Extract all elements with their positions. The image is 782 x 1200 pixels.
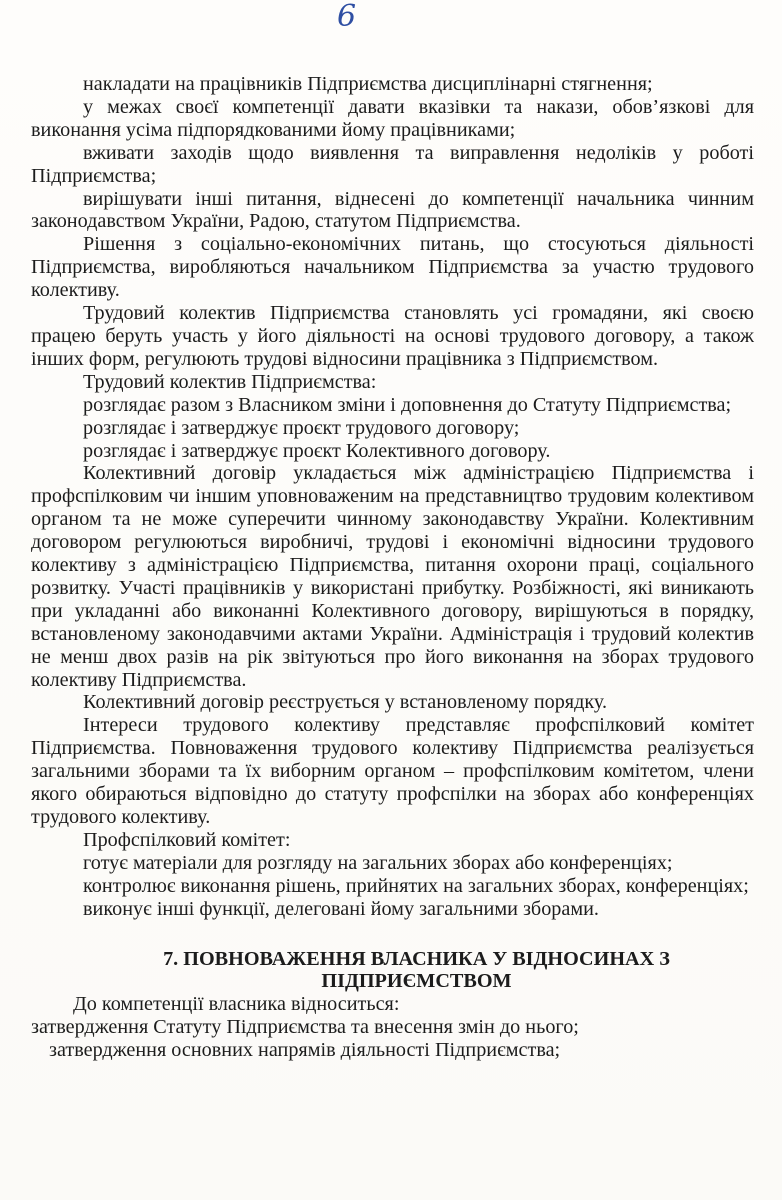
paragraph: вирішувати інші питання, віднесені до компетенції начальника чинним законодавством України, Радою, статутом Підприємства.	[31, 187, 754, 233]
paragraph: Інтереси трудового колективу представляє профспілковий комітет Підприємства. Повноваження трудового колективу Підприємства реалізується загальними зборами та їх виборним органом – профспілковим комітетом, члени якого обираються відповідно до статуту профспілки на зборах або конференціях трудового колективу.	[31, 714, 754, 828]
paragraph: у межах своєї компетенції давати вказівки та накази, обов’язкові для виконання усіма підпорядкованими йому працівниками;	[31, 95, 754, 141]
paragraph: розглядає разом з Власником зміни і доповнення до Статуту Підприємства;	[83, 393, 732, 416]
document-body	[31, 73, 754, 1062]
paragraph: затвердження основних напрямів діяльності Підприємства;	[49, 1039, 561, 1062]
paragraph: Рішення з соціально-економічних питань, що стосуються діяльності Підприємства, виробляються начальником Підприємства за участю трудового колективу.	[31, 233, 754, 302]
paragraph: розглядає і затверджує проєкт трудового договору;	[83, 416, 520, 439]
section-heading-line: 7. ПОВНОВАЖЕННЯ ВЛАСНИКА У ВІДНОСИНАХ З	[163, 947, 670, 970]
paragraph: вживати заходів щодо виявлення та виправлення недоліків у роботі Підприємства;	[31, 141, 754, 187]
paragraph: Профспілковий комітет:	[83, 828, 291, 851]
paragraph: Колективний договір реєструється у встановленому порядку.	[83, 691, 608, 714]
paragraph: виконує інші функції, делеговані йому загальними зборами.	[83, 897, 599, 920]
paragraph: Колективний договір укладається між адміністрацією Підприємства і профспілковим чи іншим уповноваженим на представництво трудовим колективом органом та не може суперечити чинному законодавству України. Колективним договором регулюються виробничі, трудові і економічні відносини трудового колективу з адміністрацією Підприємства, питання охорони праці, соціального розвитку. Участі працівників у використані прибутку. Розбіжності, які виникають при укладанні або виконанні Колективного договору, вирішуються в порядку, встановленому законодавчими актами України. Адміністрація і трудовий колектив не менш двох разів на рік звітуються про його виконання на зборах трудового колективу Підприємства.	[31, 462, 754, 691]
page-number: 6	[337, 0, 357, 34]
section-heading	[31, 948, 754, 994]
paragraph: накладати на працівників Підприємства дисциплінарні стягнення;	[83, 73, 653, 95]
paragraph: До компетенції власника відноситься:	[73, 993, 400, 1016]
paragraph: Трудовий колектив Підприємства:	[83, 370, 377, 393]
paragraph: контролює виконання рішень, прийнятих на загальних зборах, конференціях;	[83, 874, 749, 897]
paragraph: Трудовий колектив Підприємства становлять усі громадяни, які своєю працею беруть участь у його діяльності на основі трудового договору, а також інших форм, регулюють трудові відносини працівника з Підприємством.	[31, 302, 754, 370]
section-heading-line: ПІДПРИЄМСТВОМ	[321, 970, 512, 993]
paragraph: затвердження Статуту Підприємства та внесення змін до нього;	[31, 1016, 579, 1039]
paragraph: розглядає і затверджує проєкт Колективного договору.	[83, 439, 551, 462]
paragraph: готує матеріали для розгляду на загальних зборах або конференціях;	[83, 851, 673, 874]
